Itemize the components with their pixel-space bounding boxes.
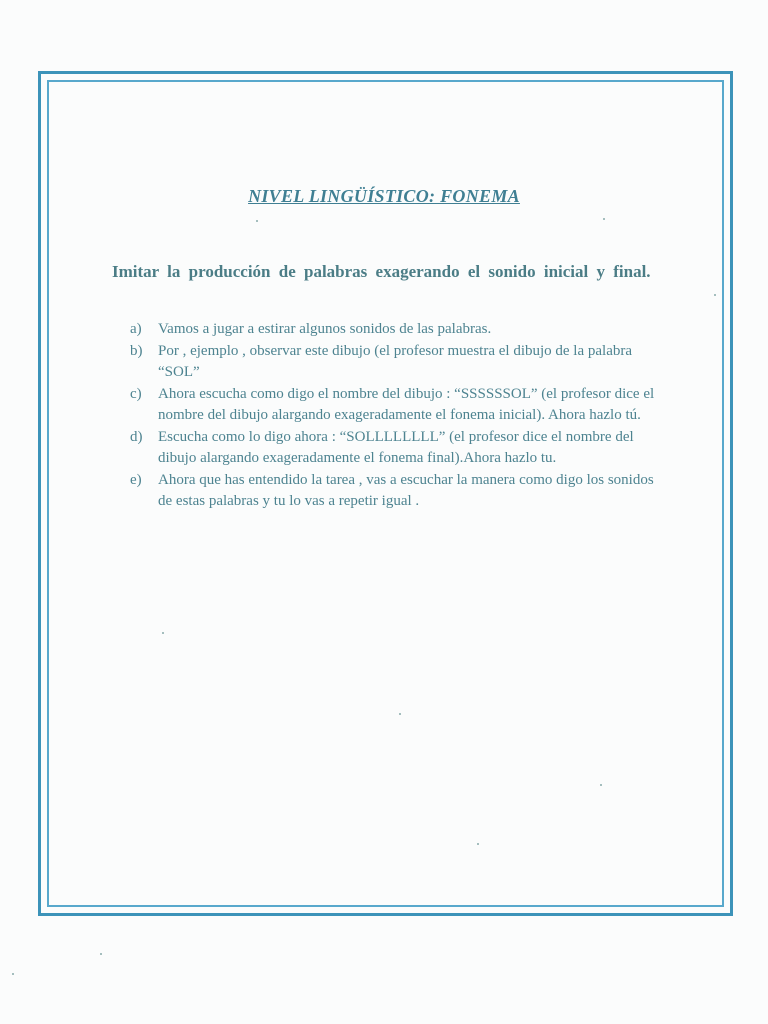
list-marker: a) (130, 321, 142, 337)
list-marker: e) (130, 471, 142, 488)
list-item (130, 470, 670, 513)
list-item (130, 427, 670, 470)
list-item (130, 319, 670, 341)
list-marker: b) (130, 342, 143, 359)
list-item-text: Ahora que has entendido la tarea , vas a escuchar la manera como digo los sonidos de estas palabras y tu lo vas a repetir igual . (158, 471, 654, 509)
list-marker: d) (130, 428, 143, 445)
list-item-text: Por , ejemplo , observar este dibujo (el profesor muestra el dibujo de la palabra “SOL” (158, 342, 633, 380)
instruction-text: Imitar la producción de palabras exagerando el sonido inicial y final. (112, 262, 651, 281)
scan-speck (256, 220, 258, 222)
scan-speck (477, 843, 479, 845)
list-item-text: Escucha como lo digo ahora : “SOLLLLLLLL” (el profesor dice el nombre del dibujo alargando exageradamente el fonema final).Ahora hazlo tu. (158, 428, 634, 466)
scan-speck (714, 294, 716, 296)
activity-list (130, 319, 670, 513)
scan-speck (12, 973, 14, 975)
scan-speck (399, 713, 401, 715)
document-title: NIVEL LINGÜÍSTICO: FONEMA (248, 186, 520, 206)
scan-speck (100, 953, 102, 955)
list-item-text: Ahora escucha como digo el nombre del dibujo : “SSSSSSOL” (el profesor dice el nombre del dibujo alargando exageradamente el fonema inicial). Ahora hazlo tú. (158, 385, 655, 423)
list-item (130, 341, 670, 384)
list-item-text: Vamos a jugar a estirar algunos sonidos de las palabras. (158, 321, 492, 337)
scan-speck (603, 218, 605, 220)
scan-speck (162, 632, 164, 634)
list-item (130, 384, 670, 427)
list-marker: c) (130, 385, 142, 402)
scan-speck (600, 784, 602, 786)
